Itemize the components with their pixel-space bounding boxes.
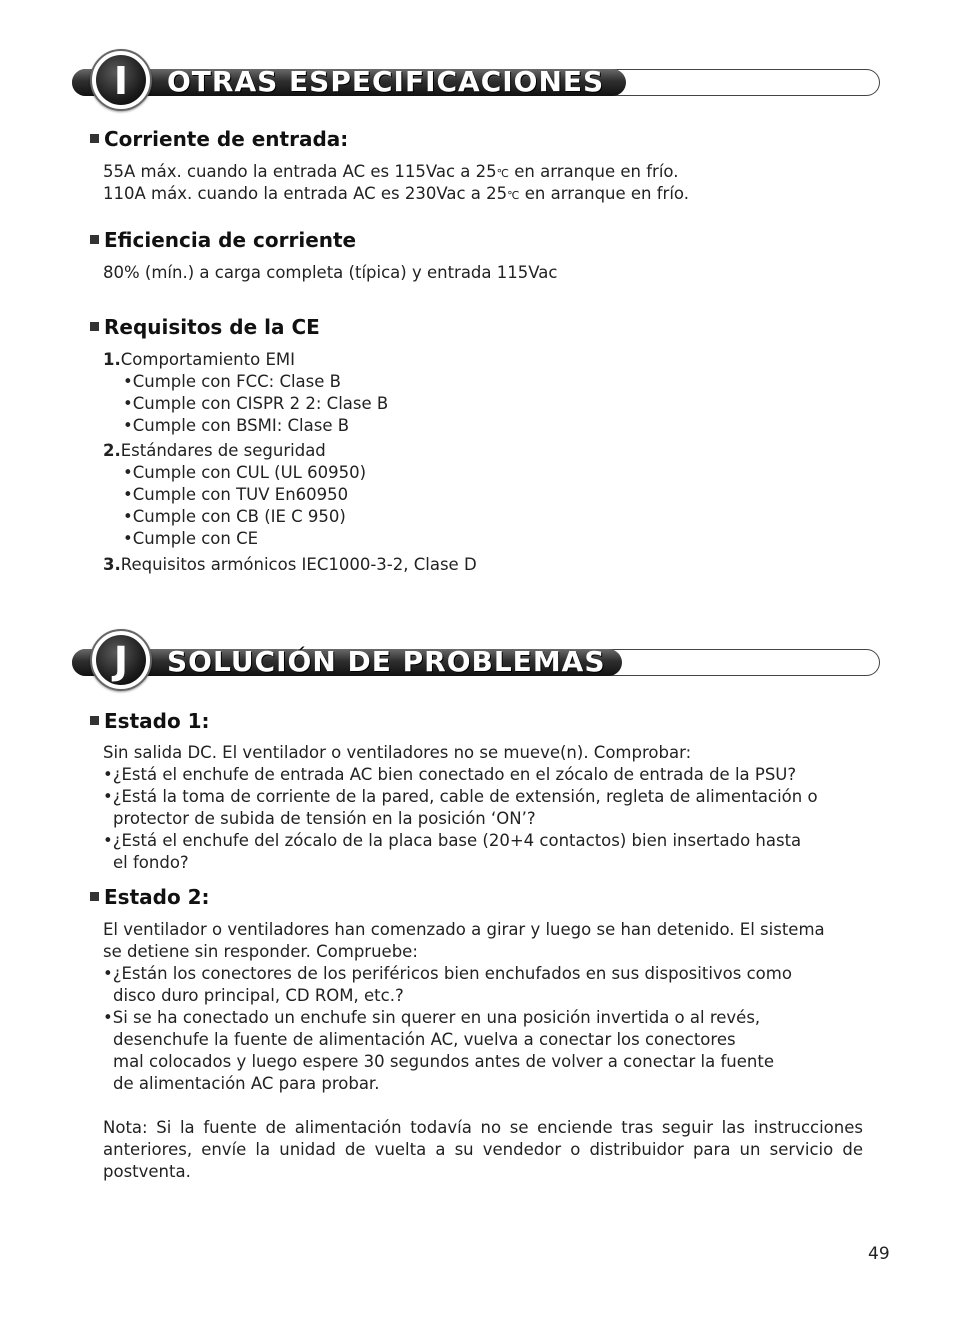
requisito-2: 2.Estándares de seguridad: [103, 441, 326, 460]
section-i-header: [72, 57, 880, 117]
section-letter-badge: [90, 49, 152, 111]
square-bullet-icon: [90, 134, 99, 143]
requisito-2-bullet: •Cumple con CE: [123, 529, 259, 548]
requisito-1-bullet: •Cumple con CISPR 2 2: Clase B: [123, 394, 389, 413]
estado-2-line: •Si se ha conectado un enchufe sin querer en una posición invertida o al revés,: [103, 1008, 761, 1027]
section-title: SOLUCIÓN DE PROBLEMAS: [167, 645, 606, 678]
estado-2-line: •¿Están los conectores de los periféricos bien enchufados en sus dispositivos como: [103, 964, 792, 983]
section-letter-badge: [90, 629, 152, 691]
eficiencia-text: 80% (mín.) a carga completa (típica) y entrada 115Vac: [103, 263, 558, 282]
estado-2-line: El ventilador o ventiladores han comenzado a girar y luego se han detenido. El sistema: [103, 920, 825, 939]
subheading-corriente: Corriente de entrada:: [90, 127, 348, 151]
section-j-header: [72, 637, 880, 697]
estado-1-line: protector de subida de tensión en la posición ‘ON’?: [113, 809, 536, 828]
section-title: OTRAS ESPECIFICACIONES: [167, 65, 605, 98]
estado-2-line: se detiene sin responder. Compruebe:: [103, 942, 418, 961]
estado-1-line: Sin salida DC. El ventilador o ventiladores no se mueve(n). Comprobar:: [103, 743, 692, 762]
requisito-2-bullet: •Cumple con CB (IE C 950): [123, 507, 346, 526]
corriente-line-1: 55A máx. cuando la entrada AC es 115Vac a 25℃ en arranque en frío.: [103, 162, 679, 181]
estado-2-line: mal colocados y luego espere 30 segundos antes de volver a conectar la fuente: [113, 1052, 774, 1071]
estado-2-line: disco duro principal, CD ROM, etc.?: [113, 986, 404, 1005]
section-letter: J: [96, 635, 146, 685]
estado-1-line: •¿Está el enchufe de entrada AC bien conectado en el zócalo de entrada de la PSU?: [103, 765, 797, 784]
square-bullet-icon: [90, 892, 99, 901]
subheading-estado-2: Estado 2:: [90, 885, 210, 909]
subheading-eficiencia: Eficiencia de corriente: [90, 228, 356, 252]
corriente-line-2: 110A máx. cuando la entrada AC es 230Vac a 25℃ en arranque en frío.: [103, 184, 689, 203]
subheading-requisitos: Requisitos de la CE: [90, 315, 320, 339]
requisito-1: 1.Comportamiento EMI: [103, 350, 295, 369]
square-bullet-icon: [90, 235, 99, 244]
nota-text: Nota: Si la fuente de alimentación todavía no se enciende tras seguir las instrucciones anteriores, envíe la unidad de vuelta a su vendedor o distribuidor para un servicio de postventa.: [103, 1118, 863, 1181]
square-bullet-icon: [90, 322, 99, 331]
page-number: 49: [868, 1244, 890, 1264]
square-bullet-icon: [90, 716, 99, 725]
estado-2-line: desenchufe la fuente de alimentación AC, vuelva a conectar los conectores: [113, 1030, 736, 1049]
estado-2-line: de alimentación AC para probar.: [113, 1074, 380, 1093]
estado-1-line: el fondo?: [113, 853, 189, 872]
requisito-2-bullet: •Cumple con TUV En60950: [123, 485, 349, 504]
requisito-1-bullet: •Cumple con BSMI: Clase B: [123, 416, 350, 435]
estado-1-line: •¿Está la toma de corriente de la pared, cable de extensión, regleta de alimentación o: [103, 787, 818, 806]
subheading-estado-1: Estado 1:: [90, 709, 210, 733]
estado-1-line: •¿Está el enchufe del zócalo de la placa base (20+4 contactos) bien insertado hasta: [103, 831, 802, 850]
requisito-2-bullet: •Cumple con CUL (UL 60950): [123, 463, 367, 482]
requisito-3: 3.Requisitos armónicos IEC1000-3-2, Clase D: [103, 555, 477, 574]
requisito-1-bullet: •Cumple con FCC: Clase B: [123, 372, 341, 391]
section-letter: I: [96, 55, 146, 105]
